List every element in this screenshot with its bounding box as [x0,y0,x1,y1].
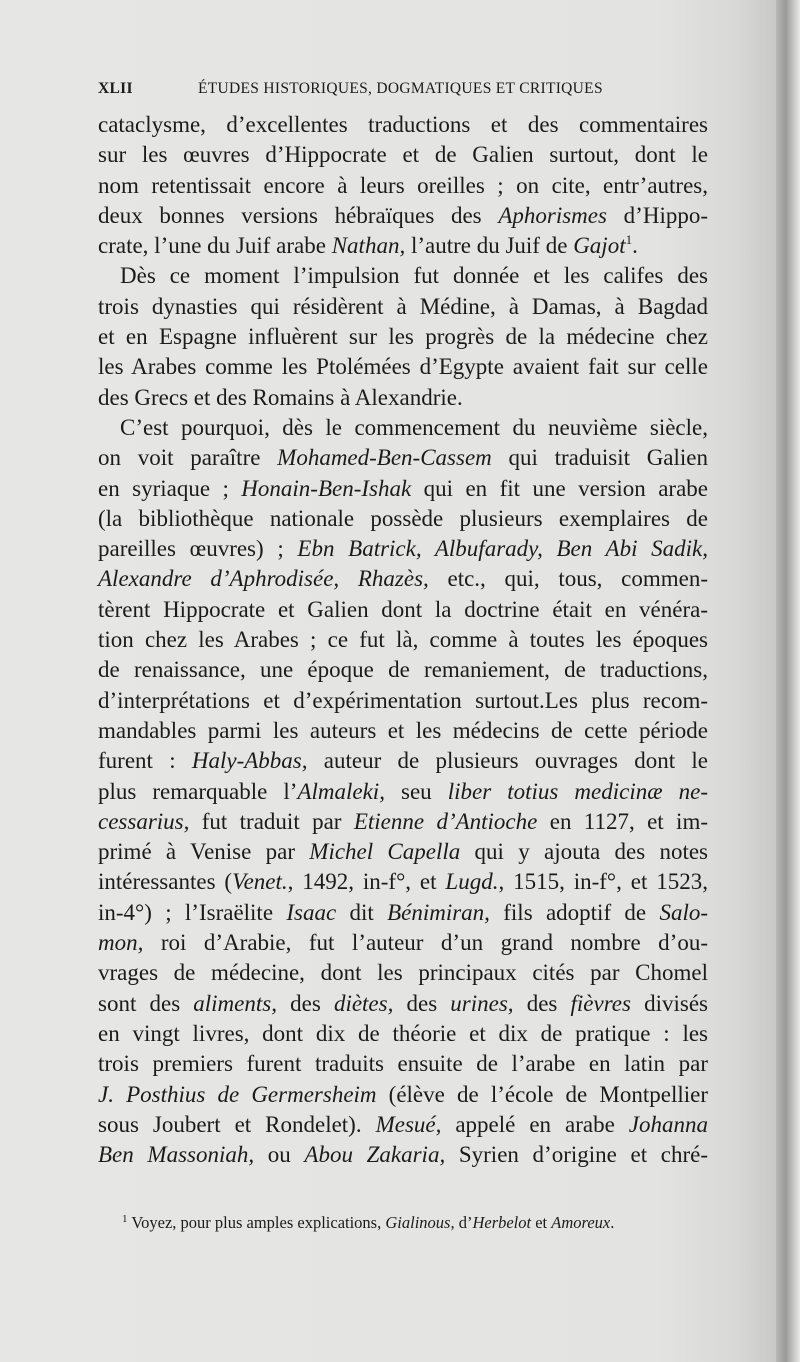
text-line: sont des aliments, des diètes, des urines, des fièvres divisés [98,990,708,1016]
running-title: ÉTUDES HISTORIQUES, DOGMATIQUES ET CRITIQUES [198,80,603,97]
text-line: vrages de médecine, dont les principaux cités par Chomel [98,960,708,986]
text-line: deux bonnes versions hébraïques des Aphorismes d’Hippo- [98,202,708,228]
text-line: pareilles œuvres) ; Ebn Batrick, Albufarady, Ben Abi Sadik, [98,536,708,562]
running-head [98,80,704,104]
text-line: plus remarquable l’Almaleki, seu liber totius medicinæ ne- [98,778,708,804]
text-line: crate, l’une du Juif arabe Nathan, l’autre du Juif de Gajot$^1$. [98,232,638,259]
page-number: XLII [98,80,133,97]
text-line: in-4°) ; l’Israëlite Isaac dit Bénimiran, fils adoptif de Salo- [98,899,708,925]
text-line: les Arabes comme les Ptolémées d’Egypte avaient fait sur celle [98,354,708,380]
text-line: sous Joubert et Rondelet). Mesué, appelé en arabe Johanna [98,1111,709,1137]
text-line: (la bibliothèque nationale possède plusieurs exemplaires de [98,505,708,531]
text-line: Alexandre d’Aphrodisée, Rhazès, etc., qui, tous, commen- [98,566,708,592]
text-line: trois dynasties qui résidèrent à Médine, à Damas, à Bagdad [98,293,708,319]
text-line: nom retentissait encore à leurs oreilles ; on cite, entr’autres, [98,172,708,198]
text-line: et en Espagne influèrent sur les progrès de la médecine chez [98,324,708,350]
text-line: intéressantes (Venet., 1492, in-f°, et Lugd., 1515, in-f°, et 1523, [98,869,708,895]
page-edge [776,0,800,1362]
text-line: C’est pourquoi, dès le commencement du neuvième siècle, [120,414,708,440]
text-line: cataclysme, d’excellentes traductions et des commentaires [98,112,708,137]
text-line: tèrent Hippocrate et Galien dont la doctrine était en vénéra- [98,596,708,622]
text-line: mandables parmi les auteurs et les médecins de cette période [98,717,708,743]
text-line: trois premiers furent traduits ensuite de l’arabe en latin par [98,1051,708,1077]
text-line: en vingt livres, dont dix de théorie et dix de pratique : les [98,1020,708,1046]
text-line: sur les œuvres d’Hippocrate et de Galien surtout, dont le [98,142,708,168]
text-line: on voit paraître Mohamed-Ben-Cassem qui traduisit Galien [98,445,708,471]
text-line: de renaissance, une époque de remaniement, de traductions, [98,657,708,683]
text-line: J. Posthius de Germersheim (élève de l’école de Montpellier [98,1081,708,1107]
text-line: des Grecs et des Romains à Alexandrie. [98,384,463,410]
text-line: primé à Venise par Michel Capella qui y ajouta des notes [98,839,708,865]
text-line: furent : Haly-Abbas, auteur de plusieurs ouvrages dont le [98,748,708,774]
text-line: en syriaque ; Honain-Ben-Ishak qui en fit une version arabe [98,475,708,501]
text-line: Dès ce moment l’impulsion fut donnée et les califes des [120,263,708,289]
footnote: $^1$ Voyez, pour plus amples explications, Gialinous, d’Herbelot et Amoreux. [122,1213,615,1232]
text-line: Ben Massoniah, ou Abou Zakaria, Syrien d’origine et chré- [98,1142,708,1168]
body-text [98,110,708,1170]
text-line: tion chez les Arabes ; ce fut là, comme à toutes les époques [98,627,708,653]
text-line: cessarius, fut traduit par Etienne d’Antioche en 1127, et im- [98,808,708,834]
text-line: d’interprétations et d’expérimentation surtout.Les plus recom- [98,687,708,713]
text-line: mon, roi d’Arabie, fut l’auteur d’un grand nombre d’ou- [98,930,708,956]
